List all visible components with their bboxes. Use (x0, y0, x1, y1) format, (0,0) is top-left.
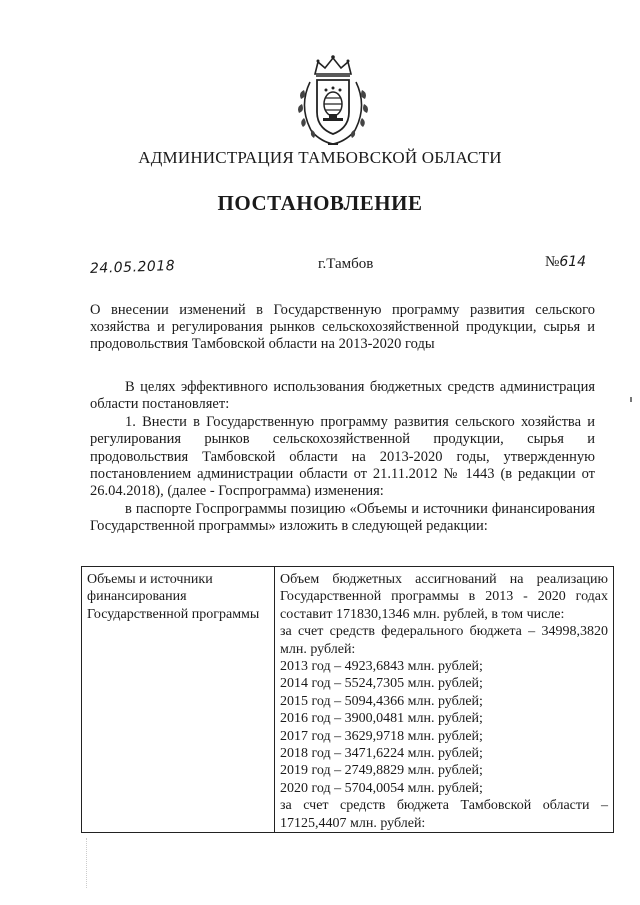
federal-year-item: 2014 год – 5524,7305 млн. рублей; (280, 676, 483, 692)
table-value-cell (275, 567, 614, 833)
table-label-cell: Объемы и источники финансирования Государственной программы (82, 567, 275, 833)
federal-year-item: 2013 год – 4923,6843 млн. рублей; (280, 659, 483, 675)
federal-budget-heading: за счет средств федерального бюджета – 34998,3820 млн. рублей: (280, 624, 608, 657)
margin-mark (630, 397, 632, 402)
federal-year-item: 2020 год – 5704,0054 млн. рублей; (280, 780, 483, 796)
document-type: ПОСТАНОВЛЕНИЕ (217, 191, 423, 215)
document-city: г.Тамбов (318, 256, 374, 272)
federal-year-item: 2017 год – 3629,9718 млн. рублей; (280, 728, 483, 744)
federal-year-item: 2018 год – 3471,6224 млн. рублей; (280, 746, 483, 762)
federal-year-item: 2015 год – 5094,4366 млн. рублей; (280, 693, 483, 709)
federal-year-item: 2019 год – 2749,8829 млн. рублей; (280, 763, 483, 779)
document-date: 24.05.2018 (89, 258, 176, 277)
organization-title: АДМИНИСТРАЦИЯ ТАМБОВСКОЙ ОБЛАСТИ (138, 148, 502, 167)
number-value: 614 (559, 254, 587, 270)
financing-intro: Объем бюджетных ассигнований на реализацию Государственной программы в 2013 - 2020 годах составит 171830,1346 млн. рублей, в том числе: (280, 572, 608, 622)
scan-edge-line (86, 838, 87, 888)
federal-year-item: 2016 год – 3900,0481 млн. рублей; (280, 711, 483, 727)
point-1-sub-paragraph: в паспорте Госпрограммы позицию «Объемы и источники финансирования Государственной программы» изложить в следующей редакции: (90, 500, 595, 535)
financing-table (81, 566, 614, 833)
tambov-coat-of-arms-icon (290, 52, 376, 148)
document-subject: О внесении изменений в Государственную программу развития сельского хозяйства и регулирования рынков сельскохозяйственной продукции, сырья и продовольствия Тамбовской области на 2013-2020 годы (90, 302, 595, 352)
number-prefix: № (545, 254, 560, 270)
regional-budget-heading: за счет средств бюджета Тамбовской области – 17125,4407 млн. рублей: (280, 798, 608, 831)
table-row (82, 567, 614, 833)
document-number (545, 254, 586, 271)
document-body (90, 379, 595, 536)
point-1-paragraph: 1. Внести в Государственную программу развития сельского хозяйства и регулирования рынков сельскохозяйственной продукции, сырья и продовольствия Тамбовской области на 2013-2020 годы, утвержденную постановлением администрации области от 21.11.2012 № 1443 (в редакции от 26.04.2018), (далее - Госпрограмма) изменения: (90, 413, 595, 500)
preamble-paragraph: В целях эффективного использования бюджетных средств администрация области постановляет: (90, 379, 595, 413)
